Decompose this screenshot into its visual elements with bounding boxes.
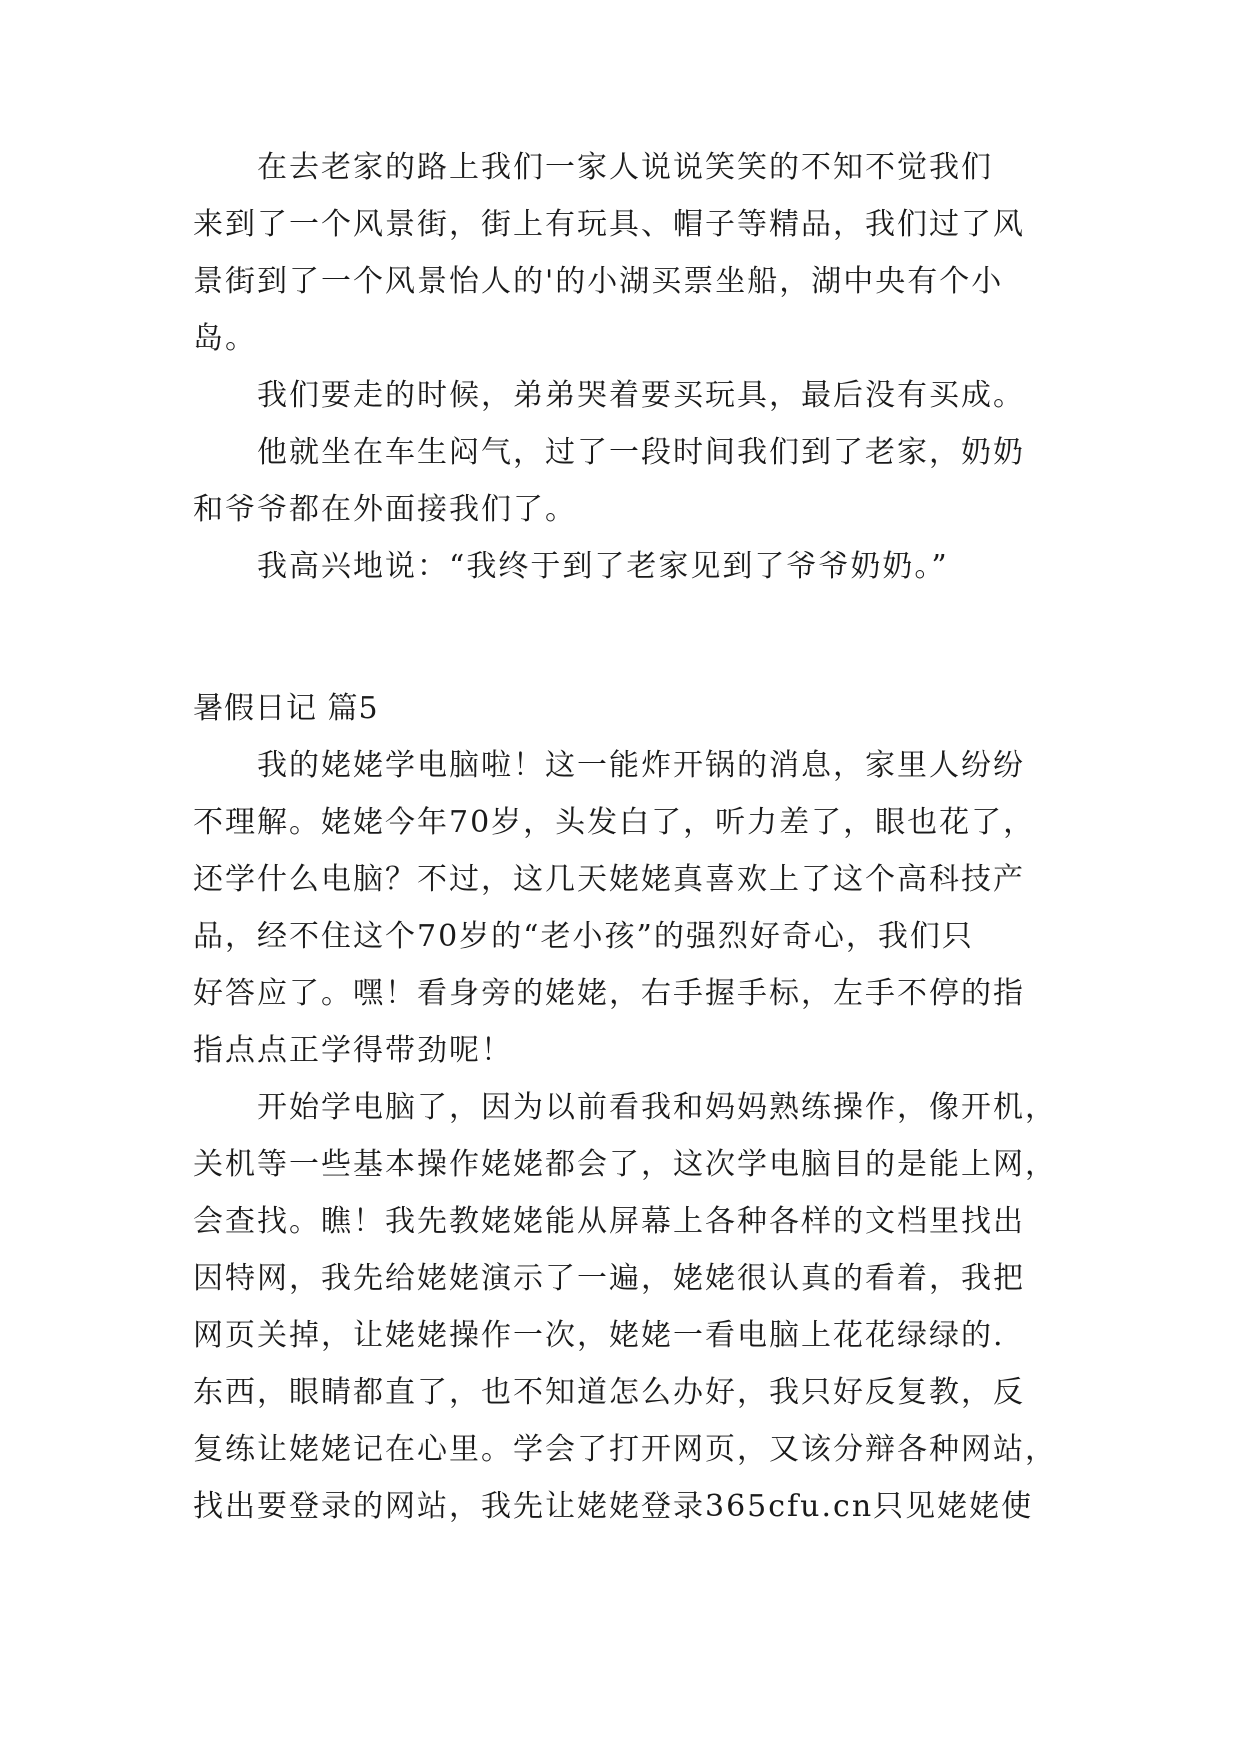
paragraph	[193, 1079, 1057, 1535]
section-1	[193, 139, 1053, 595]
paragraph	[193, 367, 1053, 424]
text-line: 复练让姥姥记在心里。学会了打开网页，又该分辩各种网站，	[193, 1432, 1057, 1467]
paragraph	[193, 139, 1053, 367]
text-line: 指点点正学得带劲呢！	[193, 1033, 513, 1068]
text-line: 我的姥姥学电脑啦！这一能炸开锅的消息，家里人纷纷	[257, 748, 1025, 783]
text-line: 网页关掉，让姥姥操作一次，姥姥一看电脑上花花绿绿的.	[193, 1318, 1005, 1353]
section-2	[193, 680, 1057, 1535]
text-line: 会查找。瞧！我先教姥姥能从屏幕上各种各样的文档里找出	[193, 1204, 1025, 1239]
paragraph	[193, 538, 1053, 595]
text-line: 景街到了一个风景怡人的'的小湖买票坐船，湖中央有个小	[193, 264, 1004, 299]
text-line: 岛。	[193, 321, 257, 356]
text-line: 开始学电脑了，因为以前看我和妈妈熟练操作，像开机，	[257, 1090, 1057, 1125]
paragraph	[193, 424, 1053, 538]
text-line: 在去老家的路上我们一家人说说笑笑的不知不觉我们	[257, 150, 993, 185]
text-line: 找出要登录的网站，我先让姥姥登录365cfu.cn只见姥姥使	[193, 1489, 1034, 1524]
text-line: 我高兴地说：“我终于到了老家见到了爷爷奶奶。”	[257, 549, 949, 584]
text-line: 好答应了。嘿！看身旁的姥姥，右手握手标，左手不停的指	[193, 976, 1025, 1011]
text-line: 来到了一个风景街，街上有玩具、帽子等精品，我们过了风	[193, 207, 1025, 242]
text-line: 品，经不住这个70岁的“老小孩”的强烈好奇心，我们只	[193, 919, 974, 954]
text-line: 还学什么电脑？不过，这几天姥姥真喜欢上了这个高科技产	[193, 862, 1025, 897]
text-line: 他就坐在车生闷气，过了一段时间我们到了老家，奶奶	[257, 435, 1025, 470]
section-heading: 暑假日记 篇5	[193, 691, 379, 726]
text-line: 不理解。姥姥今年70岁，头发白了，听力差了，眼也花了，	[193, 805, 1036, 840]
paragraph	[193, 737, 1053, 1079]
text-line: 我们要走的时候，弟弟哭着要买玩具，最后没有买成。	[257, 378, 1025, 413]
text-line: 因特网，我先给姥姥演示了一遍，姥姥很认真的看着，我把	[193, 1261, 1025, 1296]
text-line: 东西，眼睛都直了，也不知道怎么办好，我只好反复教，反	[193, 1375, 1025, 1410]
text-line: 关机等一些基本操作姥姥都会了，这次学电脑目的是能上网，	[193, 1147, 1057, 1182]
text-line: 和爷爷都在外面接我们了。	[193, 492, 577, 527]
